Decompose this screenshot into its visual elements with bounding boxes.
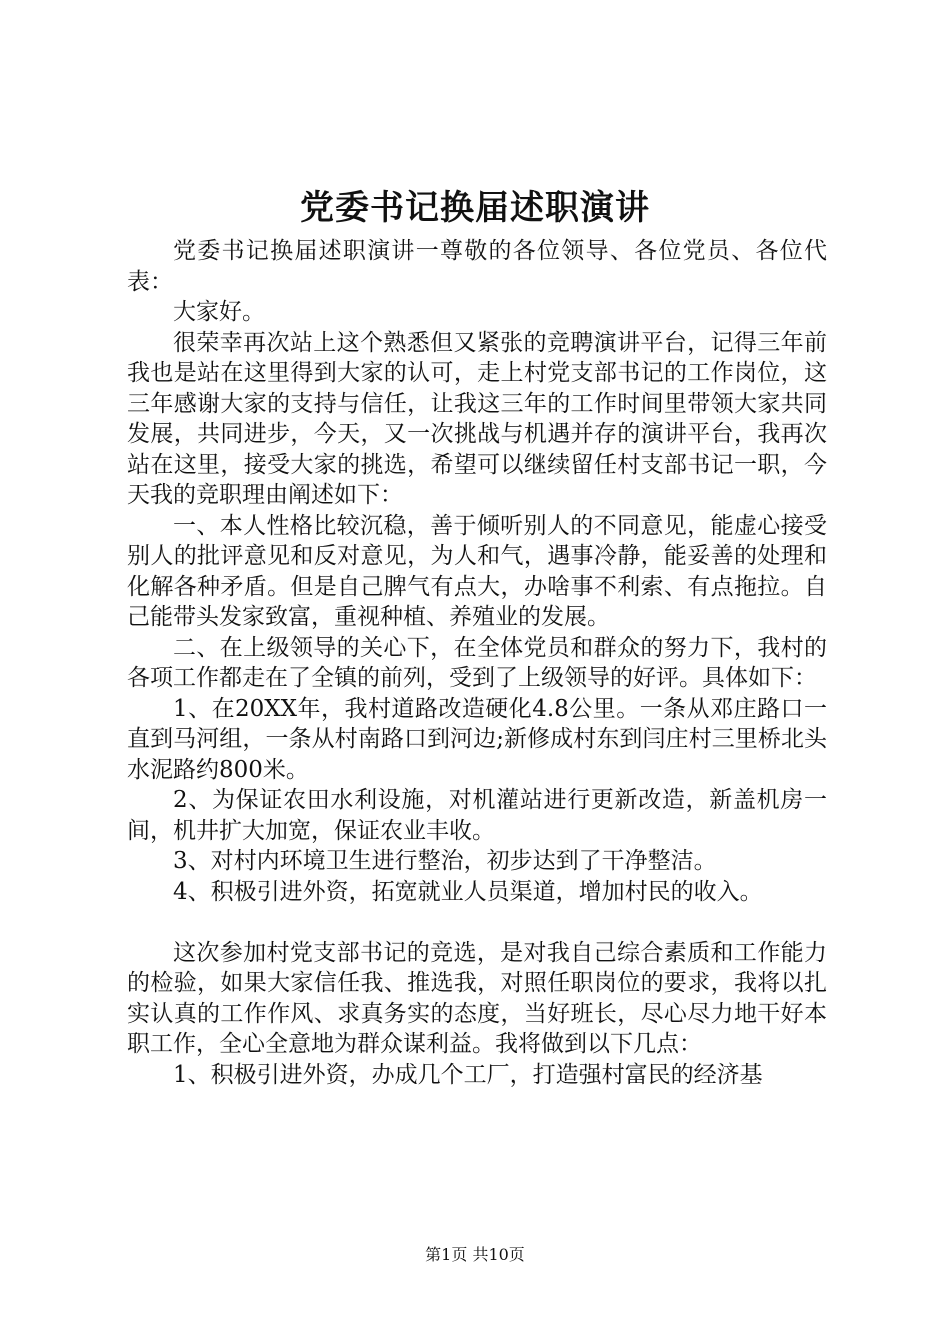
- paragraph-item-4: 4、积极引进外资，拓宽就业人员渠道，增加村民的收入。: [173, 878, 763, 905]
- page-number: 第1页 共10页: [425, 1245, 525, 1264]
- paragraph-item-3: 3、对村内环境卫生进行整治，初步达到了干净整洁。: [173, 848, 717, 874]
- document-title: 党委书记换届述职演讲: [300, 188, 650, 228]
- paragraph-spacer: [127, 907, 827, 938]
- paragraph-greeting: 大家好。: [173, 299, 265, 325]
- paragraph-item-1: 1、在20XX年，我村道路改造硬化4.8公里。一条从邓庄路口一直到马河组，一条从村南路口到河边;新修成村东到闫庄村三里桥北头水泥路约800米。: [127, 695, 827, 783]
- paragraph-point-two: 二、在上级领导的关心下，在全体党员和群众的努力下，我村的各项工作都走在了全镇的前列，受到了上级领导的好评。具体如下：: [127, 634, 827, 691]
- paragraph-commitment: 这次参加村党支部书记的竞选，是对我自己综合素质和工作能力的检验，如果大家信任我、推选我，对照任职岗位的要求，我将以扎实认真的工作作风、求真务实的态度，当好班长，尽心尽力地干好本职工作，全心全意地为群众谋利益。我将做到以下几点：: [127, 939, 827, 1057]
- paragraph-point-one: 一、本人性格比较沉稳，善于倾听别人的不同意见，能虚心接受别人的批评意见和反对意见，为人和气，遇事冷静，能妥善的处理和化解各种矛盾。但是自己脾气有点大，办啥事不利索、有点拖拉。自己能带头发家致富，重视种植、养殖业的发展。: [127, 512, 827, 630]
- document-body: [127, 236, 827, 1090]
- paragraph-item-2: 2、为保证农田水利设施，对机灌站进行更新改造，新盖机房一间，机井扩大加宽，保证农业丰收。: [127, 787, 827, 844]
- paragraph-salutation: 党委书记换届述职演讲一尊敬的各位领导、各位党员、各位代表：: [127, 238, 827, 295]
- paragraph-intro: 很荣幸再次站上这个熟悉但又紧张的竞聘演讲平台，记得三年前我也是站在这里得到大家的认可，走上村党支部书记的工作岗位，这三年感谢大家的支持与信任，让我这三年的工作时间里带领大家共同发展，共同进步，今天，又一次挑战与机遇并存的演讲平台，我再次站在这里，接受大家的挑选，希望可以继续留任村支部书记一职，今天我的竞职理由阐述如下：: [127, 329, 827, 508]
- paragraph-plan-1: 1、积极引进外资，办成几个工厂，打造强村富民的经济基: [173, 1061, 763, 1088]
